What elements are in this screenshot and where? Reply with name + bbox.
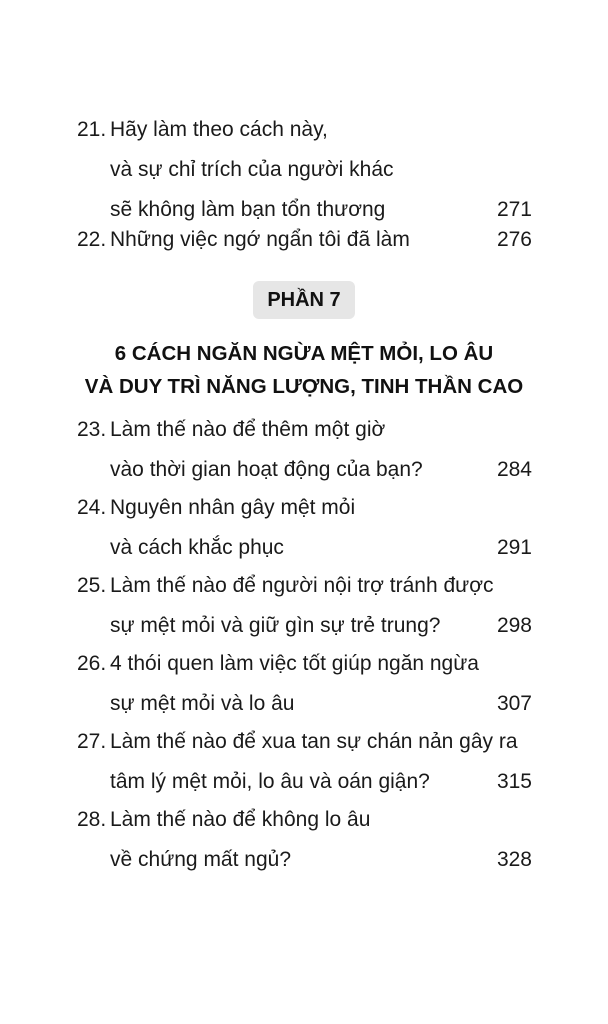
toc-entry-title: về chứng mất ngủ? — [110, 848, 292, 871]
toc-entry-line — [77, 566, 532, 606]
toc-entry-line — [77, 644, 532, 684]
toc-entry-21[interactable] — [77, 110, 532, 230]
toc-page-number: 307 — [496, 692, 532, 715]
toc-entry-27[interactable] — [77, 722, 532, 802]
toc-entry-26[interactable] — [77, 644, 532, 724]
toc-entry-line — [77, 220, 532, 260]
toc-entry-number: 21. — [77, 118, 107, 141]
toc-entry-line — [77, 150, 532, 190]
toc-entry-title: vào thời gian hoạt động của bạn? — [110, 458, 423, 481]
toc-entry-title: sự mệt mỏi và giữ gìn sự trẻ trung? — [110, 614, 441, 637]
toc-page-number: 315 — [496, 770, 532, 793]
toc-entry-line — [77, 410, 532, 450]
toc-entry-line — [77, 110, 532, 150]
toc-entry-line — [77, 488, 532, 528]
toc-entry-title: Làm thế nào để xua tan sự chán nản gây ra — [110, 730, 518, 753]
toc-entry-number: 27. — [77, 730, 107, 753]
toc-entry-title: Hãy làm theo cách này, — [110, 118, 328, 141]
toc-entry-line — [77, 450, 532, 490]
toc-page-number: 276 — [496, 228, 532, 251]
toc-entry-line — [77, 528, 532, 568]
section-title-line-2: VÀ DUY TRÌ NĂNG LƯỢNG, TINH THẦN CAO — [84, 375, 524, 398]
toc-entry-title: Làm thế nào để thêm một giờ — [110, 418, 386, 441]
toc-entry-22[interactable] — [77, 220, 532, 260]
toc-entry-25[interactable] — [77, 566, 532, 646]
toc-entry-title: và cách khắc phục — [110, 536, 284, 559]
toc-entry-number: 25. — [77, 574, 107, 597]
toc-entry-line — [77, 722, 532, 762]
toc-entry-line — [77, 684, 532, 724]
toc-page-number: 298 — [496, 614, 532, 637]
toc-page-number: 271 — [496, 198, 532, 221]
toc-entry-line — [77, 840, 532, 880]
toc-entry-24[interactable] — [77, 488, 532, 568]
toc-entry-number: 23. — [77, 418, 107, 441]
toc-entry-title: Làm thế nào để không lo âu — [110, 808, 371, 831]
section-label-badge: PHẦN 7 — [253, 281, 355, 319]
toc-entry-number: 24. — [77, 496, 107, 519]
toc-entry-line — [77, 800, 532, 840]
toc-entry-23[interactable] — [77, 410, 532, 490]
toc-entry-title: Những việc ngớ ngẩn tôi đã làm — [110, 228, 410, 251]
toc-entry-title: tâm lý mệt mỏi, lo âu và oán giận? — [110, 770, 430, 793]
toc-entry-title: sẽ không làm bạn tổn thương — [110, 198, 386, 221]
toc-entry-title: Nguyên nhân gây mệt mỏi — [110, 496, 356, 519]
toc-page-number: 291 — [496, 536, 532, 559]
toc-page-number: 284 — [496, 458, 532, 481]
toc-entry-number: 28. — [77, 808, 107, 831]
toc-entry-title: 4 thói quen làm việc tốt giúp ngăn ngừa — [110, 652, 479, 675]
section-title-line-1: 6 CÁCH NGĂN NGỪA MỆT MỎI, LO ÂU — [114, 342, 494, 365]
toc-entry-28[interactable] — [77, 800, 532, 880]
toc-entry-title: sự mệt mỏi và lo âu — [110, 692, 295, 715]
toc-entry-line — [77, 606, 532, 646]
toc-entry-number: 22. — [77, 228, 107, 251]
toc-page-number: 328 — [496, 848, 532, 871]
toc-entry-title: Làm thế nào để người nội trợ tránh được — [110, 574, 494, 597]
toc-entry-number: 26. — [77, 652, 107, 675]
toc-entry-title: và sự chỉ trích của người khác — [110, 158, 394, 181]
toc-entry-line — [77, 762, 532, 802]
